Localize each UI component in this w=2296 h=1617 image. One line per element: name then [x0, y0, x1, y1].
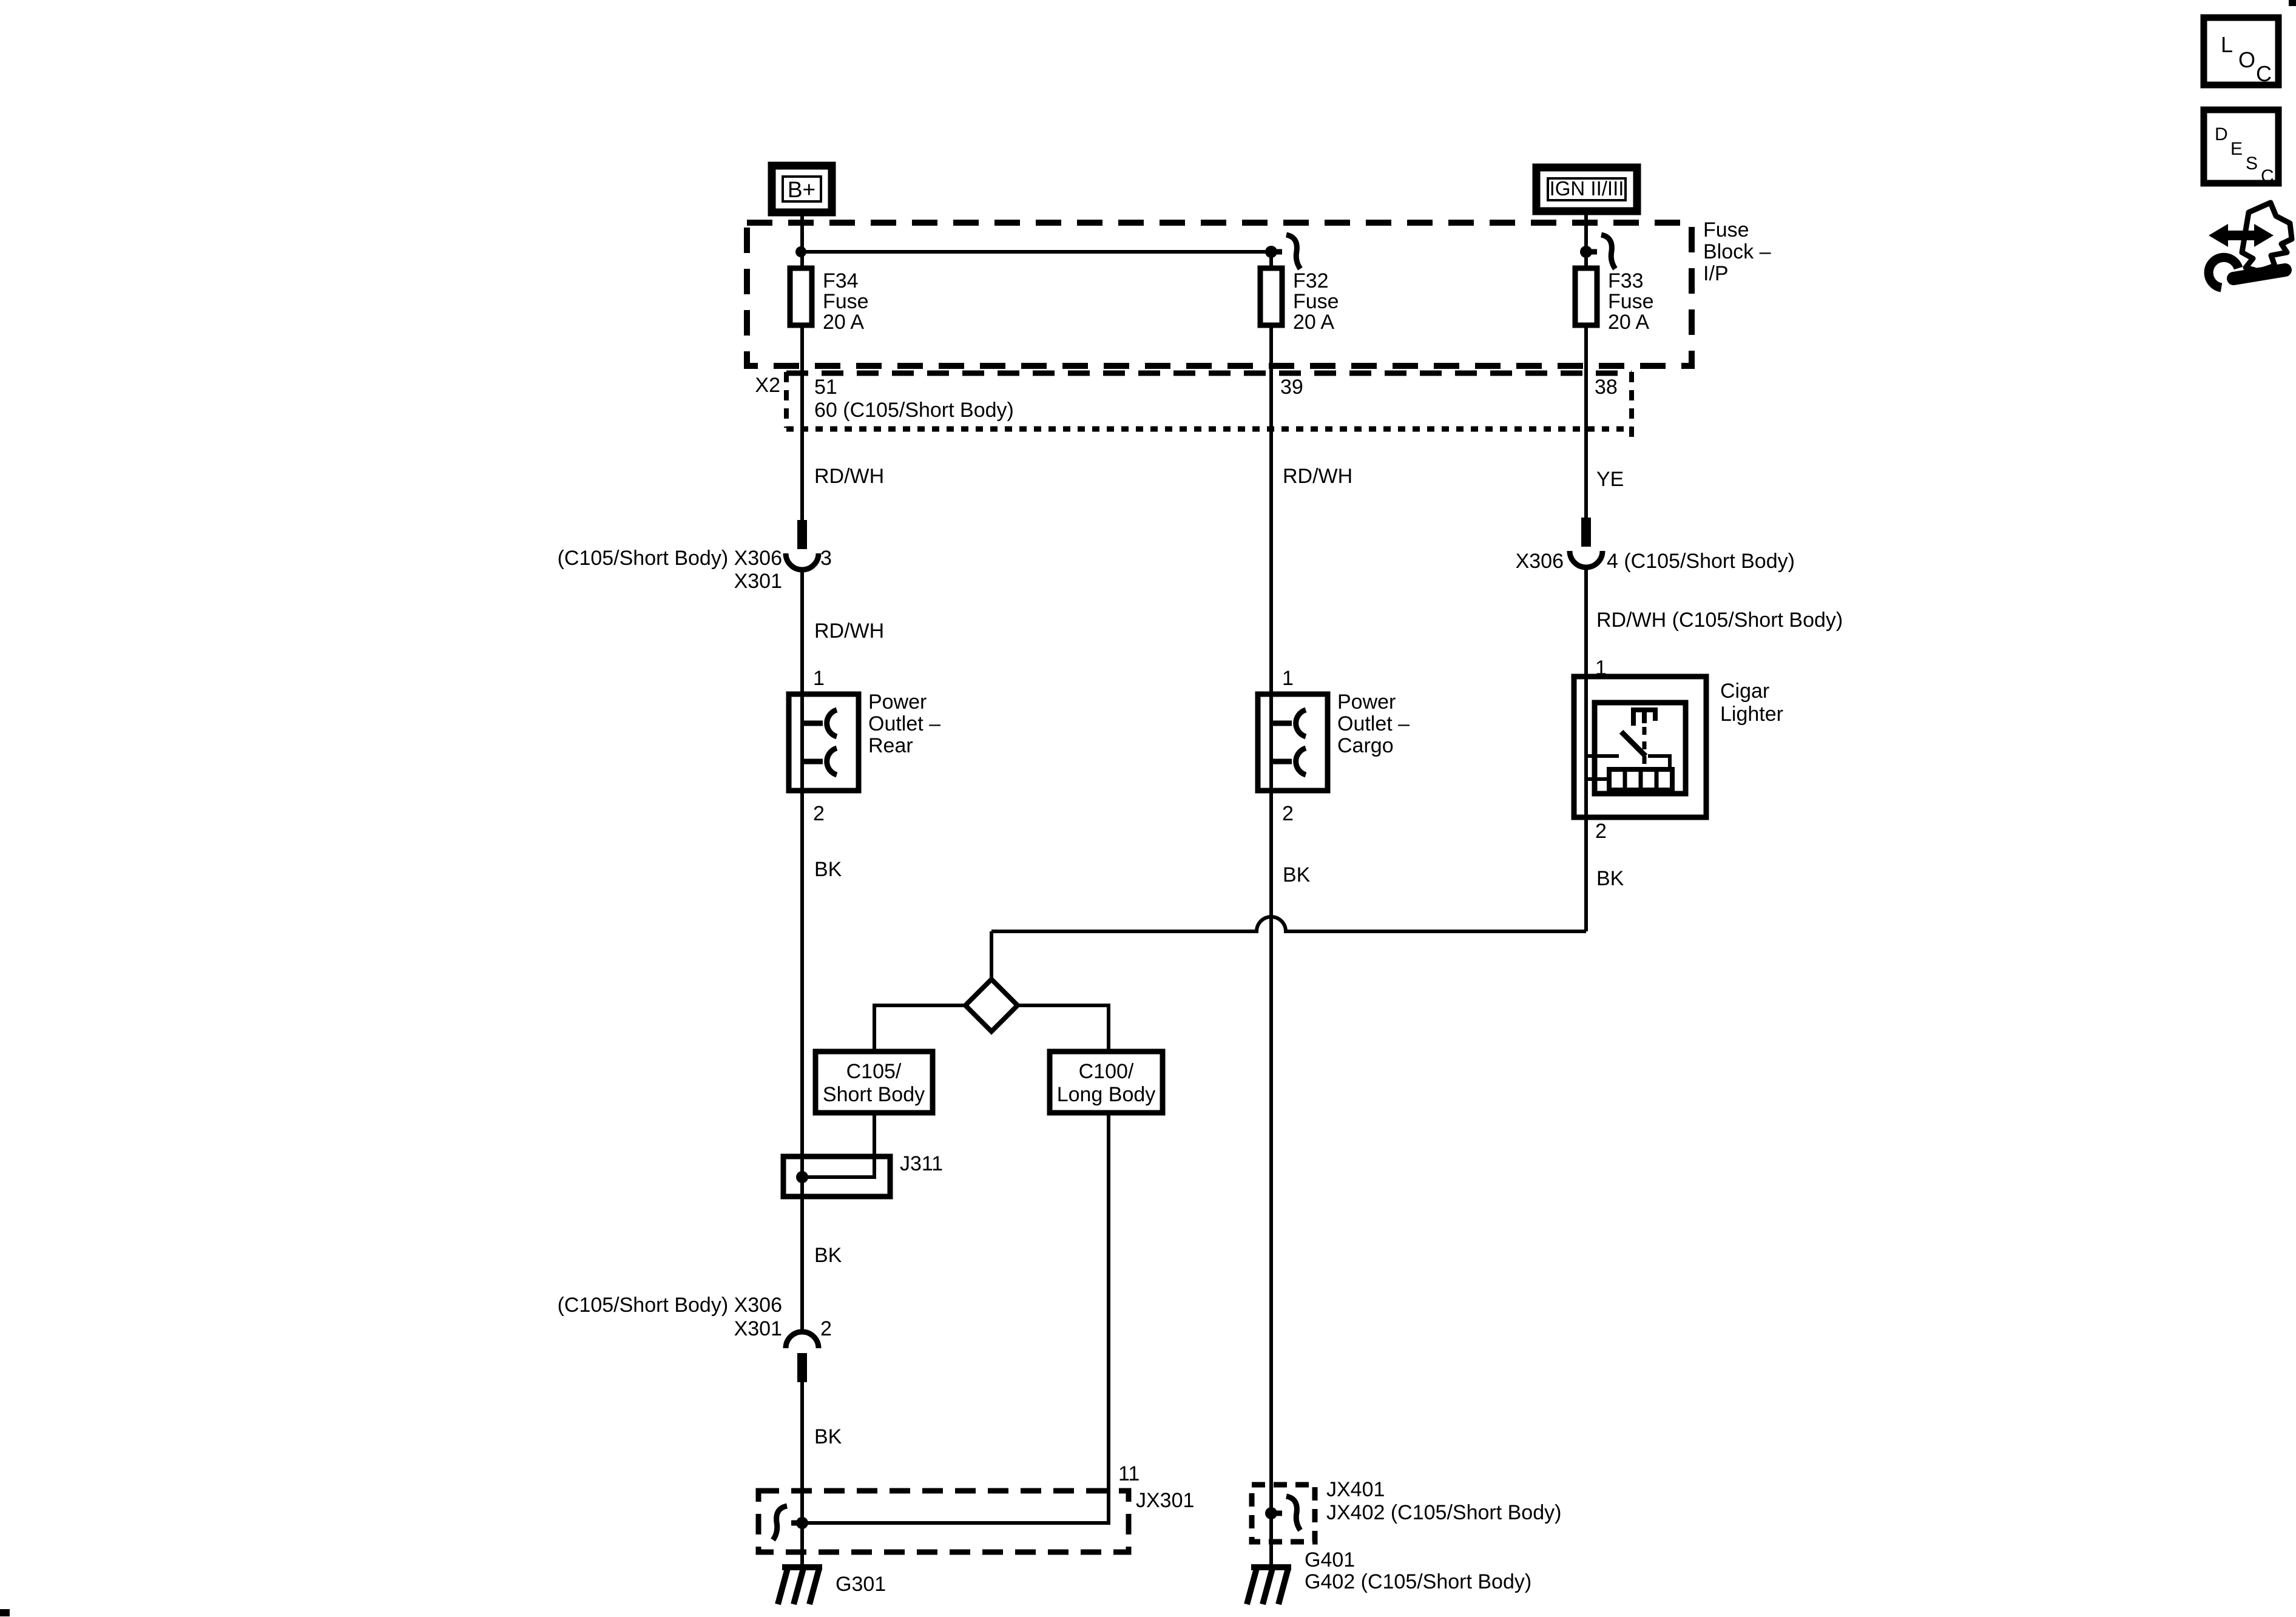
connector-ll-row1: (C105/Short Body) X306: [557, 1294, 782, 1317]
terminal-clip-f32: [1271, 235, 1300, 269]
x2-pin-51: 51: [814, 376, 837, 399]
desc-letter: C: [2261, 166, 2274, 186]
connector-tl-row1: (C105/Short Body) X306: [557, 547, 782, 570]
wire-color-right2: RD/WH (C105/Short Body): [1596, 609, 1843, 632]
g401-label: G401: [1305, 1548, 1356, 1571]
cigar-pin1: 1: [1595, 657, 1607, 680]
outlet-cargo-name: Outlet –: [1337, 712, 1410, 735]
fuse-block-dashed-border: [747, 223, 1692, 366]
wire-bk-bus: [991, 917, 1586, 931]
g402-label: G402 (C105/Short Body): [1305, 1570, 1532, 1593]
fuse-f34-rating: 20 A: [823, 311, 865, 334]
wire-color-mid: RD/WH: [1283, 465, 1353, 488]
wire-color-bk-left: BK: [814, 858, 842, 881]
loc-letter: C: [2256, 61, 2272, 86]
j311-label: J311: [900, 1152, 944, 1175]
ign-label: IGN II/III: [1549, 177, 1624, 200]
connector-tr-right: 4 (C105/Short Body): [1607, 550, 1795, 573]
jx401-splice-pack-outline: [1252, 1485, 1315, 1542]
power-outlet-rear-box: [789, 694, 859, 791]
inline-connector-cup-left2: [786, 1332, 819, 1348]
jx401-label: JX401: [1326, 1478, 1385, 1501]
jx301-label: JX301: [1136, 1489, 1195, 1512]
terminal-clip-f33: [1586, 235, 1615, 269]
desc-button[interactable]: [2204, 110, 2278, 186]
labels: [558, 177, 1843, 1596]
fuse-f34-type: Fuse: [823, 290, 869, 313]
fuse-f32-id: F32: [1293, 269, 1329, 292]
connector-tl-pin: 3: [820, 547, 832, 570]
desc-letter: E: [2230, 139, 2243, 159]
fuse-f32-type: Fuse: [1293, 290, 1339, 313]
wire-color-bk-mid: BK: [1283, 863, 1311, 886]
ground-prongs: [778, 1568, 819, 1604]
jx402-label: JX402 (C105/Short Body): [1326, 1501, 1562, 1524]
rear-pin2: 2: [813, 802, 825, 825]
fuse-block-ip-outline: [747, 223, 1692, 366]
connector-ll-row2: X301: [734, 1317, 782, 1340]
ground-g301-symbol: [778, 1567, 822, 1604]
c105-label: Short Body: [822, 1083, 925, 1106]
wire-color-bk-left2: BK: [814, 1244, 842, 1267]
splice-diamond: [965, 979, 1018, 1031]
fuse-f34-symbol: [790, 268, 812, 325]
fuse-f34-id: F34: [823, 269, 859, 292]
bplus-label: B+: [787, 177, 816, 202]
rear-pin1: 1: [813, 667, 825, 690]
outlet-cargo-name: Power: [1337, 690, 1396, 714]
connector-tr-left: X306: [1515, 550, 1564, 573]
fuse-f33-id: F33: [1608, 269, 1644, 292]
wire-color-left: RD/WH: [814, 465, 885, 488]
inline-connector-pin-left2: [797, 1353, 807, 1382]
cargo-pin1: 1: [1282, 667, 1294, 690]
inline-connector-pin-left: [797, 520, 807, 549]
c100-label: Long Body: [1056, 1083, 1156, 1106]
fuse-block-title: Block –: [1703, 240, 1771, 263]
x2-pin-38: 38: [1595, 376, 1618, 399]
fuse-block-title: I/P: [1703, 262, 1729, 285]
wire-color-bk-right: BK: [1596, 867, 1624, 890]
wire-diamond-to-c105: [874, 1005, 965, 1052]
loc-letter: O: [2238, 47, 2256, 72]
j311-junction-dot: [796, 1171, 808, 1183]
ground-prongs: [1247, 1568, 1288, 1604]
c105-label: C105/: [846, 1060, 902, 1083]
x2-pin-60: 60 (C105/Short Body): [814, 399, 1014, 422]
g301-label: G301: [836, 1573, 886, 1596]
loc-button[interactable]: [2204, 18, 2278, 86]
cigar-name: Cigar: [1720, 680, 1770, 703]
outlet-rear-name: Power: [868, 690, 927, 714]
c100-label: C100/: [1078, 1060, 1134, 1083]
corner-artifact: [2289, 0, 2296, 6]
wire-diamond-to-c100: [1018, 1005, 1109, 1052]
wire-color-left2: RD/WH: [814, 619, 885, 643]
junction-dot: [795, 246, 806, 257]
desc-letter: D: [2215, 124, 2228, 144]
ground-g401-symbol: [1247, 1567, 1291, 1604]
power-outlet-cargo-box: [1258, 694, 1328, 791]
corner-artifact: [0, 1609, 10, 1616]
x2-pin-39: 39: [1280, 376, 1303, 399]
fuse-f33-rating: 20 A: [1608, 311, 1650, 334]
fuse-f33-type: Fuse: [1608, 290, 1654, 313]
loc-letter: L: [2221, 32, 2234, 57]
outlet-rear-name: Rear: [868, 734, 913, 757]
desc-letter: S: [2246, 154, 2258, 174]
inline-connector-cup-right: [1570, 551, 1602, 567]
cigar-pin2: 2: [1595, 820, 1607, 843]
wire-color-bk-left3: BK: [814, 1425, 842, 1448]
inline-connector-cup-left: [786, 553, 819, 570]
fuse-block-title: Fuse: [1703, 218, 1749, 241]
wrench-double-arrow-icon[interactable]: [2209, 203, 2292, 288]
wrench-handle: [2234, 270, 2285, 279]
cargo-pin2: 2: [1282, 802, 1294, 825]
fuse-f32-symbol: [1260, 268, 1282, 325]
fuse-f32-rating: 20 A: [1293, 311, 1335, 334]
inline-connector-pin-right: [1581, 518, 1591, 547]
outlet-cargo-name: Cargo: [1337, 734, 1394, 757]
outlet-rear-name: Outlet –: [868, 712, 941, 735]
connector-ll-pin: 2: [820, 1317, 832, 1340]
terminal-clip-jx401: [1271, 1496, 1300, 1530]
fuse-f33-symbol: [1575, 268, 1597, 325]
wire-color-right: YE: [1596, 468, 1624, 491]
connector-tl-row2: X301: [734, 570, 782, 593]
x2-label: X2: [755, 374, 780, 397]
cigar-name: Lighter: [1720, 703, 1783, 726]
terminal-clip-jx301: [773, 1506, 802, 1540]
jx301-pin: 11: [1118, 1462, 1140, 1485]
